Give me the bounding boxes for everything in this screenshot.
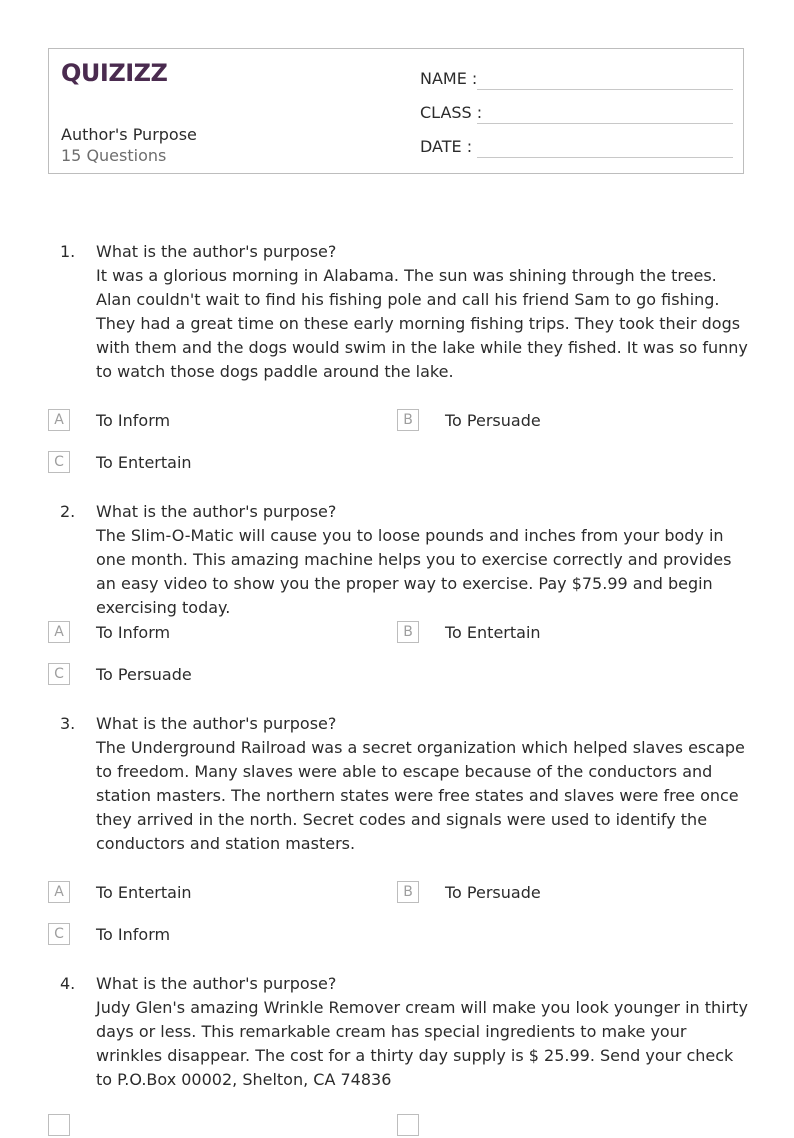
question-count: 15 Questions — [61, 146, 167, 165]
date-label: DATE : — [420, 137, 473, 156]
option-letter-box: A — [48, 881, 70, 903]
worksheet-title: Author's Purpose — [61, 125, 197, 144]
option-text: To Entertain — [445, 623, 541, 642]
question-prompt: What is the author's purpose? — [96, 974, 337, 993]
question-prompt: What is the author's purpose? — [96, 242, 337, 261]
option-text: To Persuade — [445, 883, 541, 902]
question-body — [96, 500, 748, 620]
option-letter-box: C — [48, 663, 70, 685]
quizizz-logo: QUIZIZZ — [61, 59, 168, 87]
question-passage: The Underground Railroad was a secret organization which helped slaves escape to freedom. Many slaves were able to escape because of the conductors and station masters. The northern states were free states and slaves were free once they arrived in the north. Secret codes and signals were used to identify the conductors and station masters. — [96, 738, 745, 853]
question-body — [96, 240, 748, 384]
option-letter-box — [48, 1114, 70, 1136]
option-text: To Entertain — [96, 883, 192, 902]
question-passage: The Slim-O-Matic will cause you to loose pounds and inches from your body in one month. This amazing machine helps you to exercise correctly and provides an easy video to show you the proper way to exercise. Pay $75.99 and begin exercising today. — [96, 526, 732, 617]
question-number: 4. — [60, 974, 76, 993]
question-number: 3. — [60, 714, 76, 733]
class-label: CLASS : — [420, 103, 483, 122]
option-letter-box: A — [48, 409, 70, 431]
class-line[interactable] — [477, 123, 733, 124]
question-passage: It was a glorious morning in Alabama. The sun was shining through the trees. Alan couldn't wait to find his fishing pole and call his friend Sam to go fishing. They had a great time on these early morning fishing trips. They took their dogs with them and the dogs would swim in the lake while they fished. It was so funny to watch those dogs paddle around the lake. — [96, 266, 748, 381]
option-text: To Persuade — [96, 665, 192, 684]
name-label: NAME : — [420, 69, 478, 88]
question-prompt: What is the author's purpose? — [96, 502, 337, 521]
option-letter-box: C — [48, 451, 70, 473]
option-text: To Inform — [96, 623, 171, 642]
option-text: To Inform — [96, 411, 171, 430]
option-letter-box: C — [48, 923, 70, 945]
option-letter-box: B — [397, 881, 419, 903]
name-line[interactable] — [477, 89, 733, 90]
option-letter-box — [397, 1114, 419, 1136]
option-letter-box: B — [397, 621, 419, 643]
option-letter-box: B — [397, 409, 419, 431]
question-body — [96, 712, 748, 856]
worksheet-header — [48, 48, 744, 174]
date-line[interactable] — [477, 157, 733, 158]
question-prompt: What is the author's purpose? — [96, 714, 337, 733]
question-number: 2. — [60, 502, 76, 521]
question-passage: Judy Glen's amazing Wrinkle Remover cream will make you look younger in thirty days or less. This remarkable cream has special ingredients to make your wrinkles disappear. The cost for a thirty day supply is $ 25.99. Send your check to P.O.Box 00002, Shelton, CA 74836 — [96, 998, 748, 1089]
option-text: To Inform — [96, 925, 171, 944]
option-text: To Persuade — [445, 411, 541, 430]
option-text: To Entertain — [96, 453, 192, 472]
option-letter-box: A — [48, 621, 70, 643]
question-number: 1. — [60, 242, 76, 261]
question-body — [96, 972, 748, 1092]
